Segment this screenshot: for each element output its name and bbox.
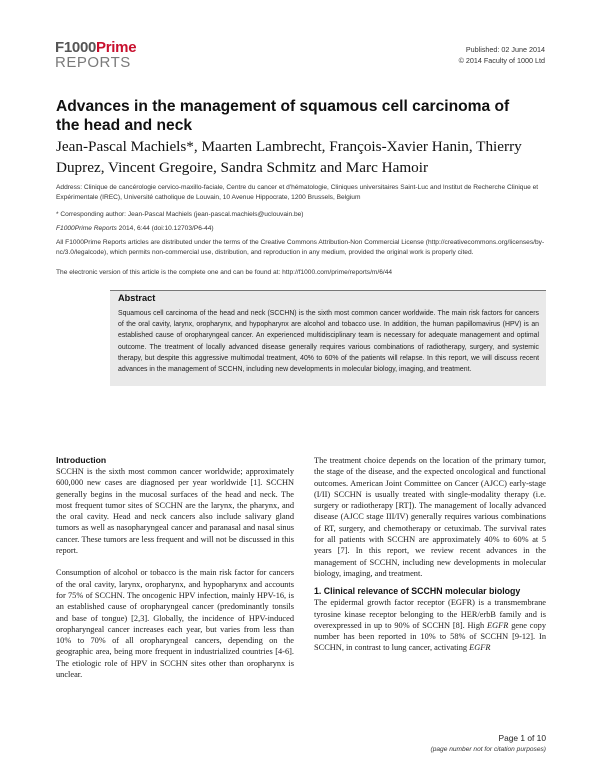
article-title: Advances in the management of squamous cell carcinoma of the head and neck bbox=[56, 98, 510, 134]
introduction-paragraph-1: SCCHN is the sixth most common cancer worldwide; approximately 600,000 new cases are diagnosed per year worldwide [1]. SCCHN generally begins in the mucosal surfaces of the head and neck. The most frequent tumor sites of SCCHN are the larynx, the pharynx, and the oral cavity. Head and neck cancers also include salivary gland tumors as well as nasopharyngeal cancer and paranasal and nasal sinus cancer. These tumors are less frequent and will not be discussed in this report. bbox=[56, 467, 294, 556]
page-number-note: (page number not for citation purposes) bbox=[430, 746, 546, 753]
section-1-text-a: The epidermal growth factor receptor (EGFR) is a transmembrane tyrosine kinase receptor belonging to the HER/erbB family and is overexpressed in up to 90% of SCCHN [8]. High bbox=[314, 598, 546, 630]
logo-text-reports: REPORTS bbox=[55, 54, 131, 71]
logo-text-prime: Prime bbox=[96, 39, 137, 56]
license-statement: All F1000Prime Reports articles are distributed under the terms of the Creative Commons Attribution-Non Commercial License (http://creativecommons.org/licenses/by-nc/3.0/legalcode), which permits non-commercial use, distribution, and reproduction in any medium, provided the original work is properly cited. bbox=[56, 239, 545, 256]
gene-name-egfr-2: EGFR bbox=[469, 643, 491, 653]
page-number: Page 1 of 10 bbox=[498, 733, 546, 743]
section-1-heading: 1. Clinical relevance of SCCHN molecular biology bbox=[314, 586, 521, 597]
publication-info bbox=[459, 44, 545, 66]
copyright-notice: © 2014 Faculty of 1000 Ltd bbox=[458, 56, 545, 65]
author-list: Jean-Pascal Machiels*, Maarten Lambrecht, François-Xavier Hanin, Thierry Duprez, Vincent Gregoire, Sandra Schmitz and Marc Hamoir bbox=[56, 138, 522, 176]
introduction-paragraph-2: Consumption of alcohol or tobacco is the main risk factor for cancers of the oral cavity, larynx, oropharynx, and hypopharynx and accounts for 75% of SCCHN. The oncogenic HPV infection, mainly HPV-16, is an established cause of oropharyngeal cancer (predominantly tonsils and base of tongue) [2,3]. Globally, the incidence of HPV-induced oropharyngeal cancer increases each year, but varies from less than 10% to 70% of all oropharyngeal cancers, depending on the geographic area, being more frequent in industrialized countries [4-6]. The etiologic role of HPV in SCCHN sites other than oropharynx is unclear. bbox=[56, 568, 294, 680]
journal-logo bbox=[55, 40, 136, 70]
author-address: Address: Clinique de cancérologie cervico-maxillo-faciale, Centre du cancer et d'hématologie, Cliniques universitaires Saint-Luc and Institut de Recherche Clinique et Expérimentale (IREC), Université catholique de Louvain, 10 Avenue Hippocrate, 1200 Brussels, Belgium bbox=[56, 184, 539, 201]
citation-line bbox=[56, 224, 548, 234]
gene-name-egfr: EGFR bbox=[487, 620, 509, 630]
treatment-paragraph: The treatment choice depends on the location of the primary tumor, the stage of the disease, and the expected oncological and functional outcomes. American Joint Committee on Cancer (AJCC) early-stage (I/II) SCCHN is usually treated with single-modality therapy (i.e. surgery or radiotherapy [RT]). The management of locally advanced disease (AJCC stage III/IV) generally requires various combinations of RT, surgery, and chemotherapy or cetuximab. The survival rates for all patients with SCCHN are approximately 40% to 60% at 5 years [7]. In this report, we review recent advances in the management of SCCHN, including new developments in molecular biology, imaging, and treatment. bbox=[314, 456, 546, 578]
abstract-text: Squamous cell carcinoma of the head and neck (SCCHN) is the sixth most common cancer worldwide. The main risk factors for cancers of the oral cavity, larynx, oropharynx, and hypopharynx are alcohol and tobacco use. In addition, the human papillomavirus (HPV) is an established cause of oropharyngeal cancer. An experienced multidisciplinary team is necessary for adequate management and optimal outcome. The treatment of locally advanced disease generally requires various combinations of radiotherapy, surgery, and systemic therapy, but despite this aggressive multimodal treatment, 40% to 60% of the patients will relapse. In this report, we will discuss recent advances in the management of SCCHN, including new developments in molecular biology, imaging, and treatment. bbox=[118, 310, 539, 374]
section-1-paragraph bbox=[314, 597, 546, 653]
body-left-column bbox=[56, 455, 294, 680]
introduction-heading: Introduction bbox=[56, 455, 107, 465]
corresponding-author: * Corresponding author: Jean-Pascal Machiels (jean-pascal.machiels@uclouvain.be) bbox=[56, 211, 304, 218]
abstract-top-rule bbox=[110, 290, 546, 291]
citation-details: 2014, 6:44 (doi:10.12703/P6-44) bbox=[116, 225, 214, 232]
abstract-heading: Abstract bbox=[118, 293, 156, 303]
body-right-column bbox=[314, 455, 546, 654]
citation-journal: F1000Prime Reports bbox=[56, 225, 117, 232]
section-1-text-b: gene copy number has been reported in 10% to 58% of SCCHN [9-12]. In SCCHN, in contrast to lung cancer, activating bbox=[314, 620, 546, 653]
electronic-version-note: The electronic version of this article is the complete one and can be found at: http://f1000.com/prime/reports/m/6/44 bbox=[56, 269, 393, 276]
published-date: Published: 02 June 2014 bbox=[465, 45, 545, 54]
logo-text-f1000: F1000 bbox=[55, 39, 97, 56]
